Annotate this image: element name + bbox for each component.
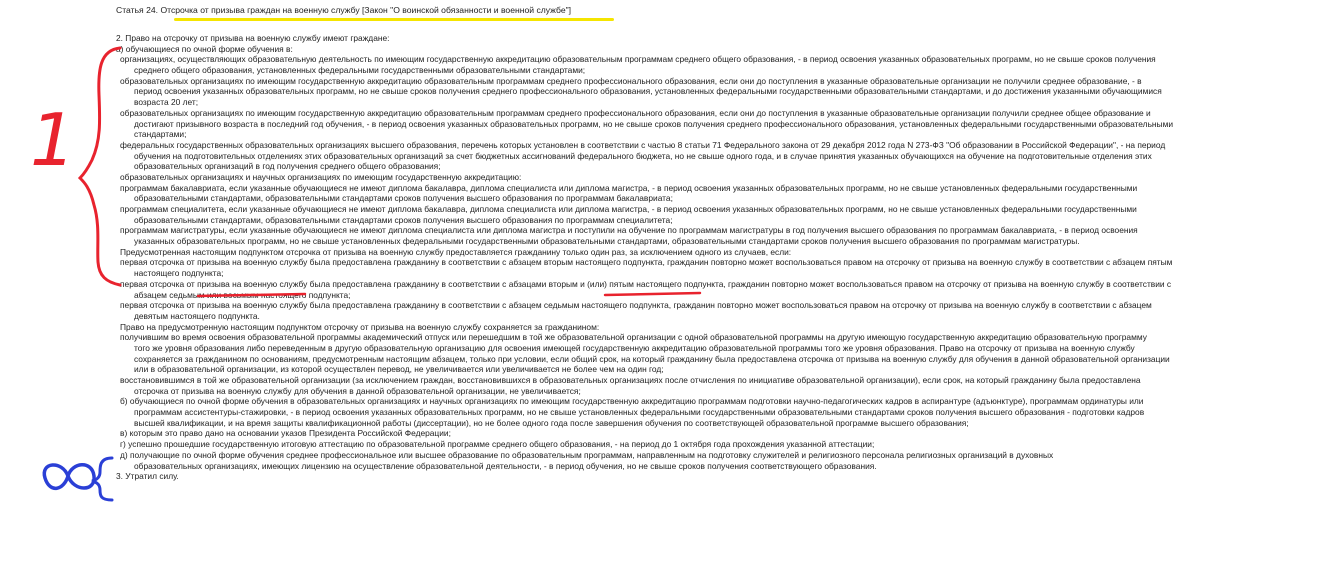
paragraph-line: образовательных организациях, имеющих лицензию на осуществление образовательной деятельности, - в период обучения, но не свыше сроков получения соответствующего образования. xyxy=(134,460,877,471)
paragraph-line: сохраняется за гражданином по основаниям, предусмотренным настоящим абзацем, только при условии, если общий срок, на который гражданину была предоставлена отсрочка от призыва на военную службу для обучения в данной образовательной организации xyxy=(134,353,1170,364)
paragraph-line: первая отсрочка от призыва на военную службу была предоставлена гражданину в соответствии с абзацами вторым и (или) пятым настоящего подпункта, гражданин повторно может воспользоваться правом на отсрочку от призыва на военную службу в соответствии с xyxy=(120,278,1172,289)
paragraph-line: стандартами; xyxy=(134,129,187,140)
paragraph-line: организациях, осуществляющих образовательную деятельность по имеющим государственную аккредитацию образовательным программам среднего общего образования, - в период освоения указанных образовательных программ, но не свыше сроков получения xyxy=(120,54,1156,65)
paragraph-line: указанных образовательных программ, но не свыше установленных федеральными государственными образовательными стандартами, образовательными стандартами сроков получения высшего образования по программам магистратуры. xyxy=(134,236,1080,247)
paragraph-line: а) обучающиеся по очной форме обучения в: xyxy=(116,43,293,54)
paragraph-line: достигают призывного возраста в последний год обучения, - в период освоения указанных образовательных программ, но не свыше сроков получения среднего профессионального образования, установленных федеральными государственными образовательными xyxy=(134,118,1174,129)
paragraph-line: г) успешно прошедшие государственную итоговую аттестацию по образовательной программе среднего общего образования, - на период до 1 октября года прохождения указанной аттестации; xyxy=(120,439,875,450)
paragraph-line: или в образовательной организации, из которой осуществлен перевод, не увеличивается или увеличивается не более чем на один год; xyxy=(134,364,664,375)
paragraph-line: первая отсрочка от призыва на военную службу была предоставлена гражданину в соответствии с абзацем седьмым настоящего подпункта, гражданин повторно может воспользоваться правом на отсрочку от призыва на военную службу в соответствии с абзацем xyxy=(120,300,1152,311)
paragraph-line: возраста 20 лет; xyxy=(134,97,199,108)
paragraph-line: д) получающие по очной форме обучения среднее профессиональное или высшее образование по образовательным программам, направленным на подготовку служителей и религиозного персонала религиозных организаций в духовных xyxy=(120,449,1054,460)
paragraph-line: программам ассистентуры-стажировки, - в период освоения указанных образовательных программ, но не свыше установленных федеральными государственными образовательными стандартами сроков получения высшего образования - подготовки кадров xyxy=(134,407,1145,418)
paragraph-line: первая отсрочка от призыва на военную службу была предоставлена гражданину в соответствии с абзацем вторым настоящего подпункта, гражданин повторно может воспользоваться правом на отсрочку от призыва на военную службу в соответствии с абзацем пятым xyxy=(120,257,1173,268)
paragraph-line: образовательными стандартами, образовательными стандартами сроков получения высшего образования по программам специалитета; xyxy=(134,214,673,225)
paragraph-line: высшей квалификации, и на время защиты квалификационной работы (диссертации), но не более одного года после завершения обучения по соответствующей образовательной программе высшего образования; xyxy=(134,417,969,428)
paragraph-line: восстановившимся в той же образовательной организации (за исключением граждан, восстановившихся в образовательных организациях после отчисления по инициативе образовательной организации), если срок, на который гражданину была предоставлена xyxy=(120,375,1141,385)
paragraph-line: программам магистратуры, если указанные обучающиеся не имеют диплома специалиста или диплома магистра и поступили на обучение по программам магистратуры в год получения высшего образования по программам бакалавриата, - в период освоения xyxy=(120,225,1138,236)
paragraph-line: программам специалитета, если указанные обучающиеся не имеют диплома бакалавра, диплома специалиста или диплома магистра, - в период освоения указанных образовательных программ, но не свыше установленных федеральными государственными xyxy=(120,204,1137,214)
paragraph-line: того же уровня образования либо переведенным в другую образовательную организацию для освоения имеющей государственную аккредитацию образовательной программы того же уровня образования. Право на отсрочку от призыва на военную службу xyxy=(134,342,1135,353)
red-underline-right xyxy=(605,293,700,295)
paragraph-line: среднего общего образования, установленных федеральными государственными образовательными стандартами; xyxy=(134,65,586,76)
paragraph-line: абзацем седьмым или восьмым настоящего подпункта; xyxy=(134,289,351,300)
paragraph-line: программам бакалавриата, если указанные обучающиеся не имеют диплома бакалавра, диплома специалиста или диплома магистра, - в период освоения указанных образовательных программ, но не свыше установленных федеральными государственными xyxy=(120,182,1138,193)
blue-infinity-icon xyxy=(44,465,94,489)
paragraph-line: Право на предусмотренную настоящим подпунктом отсрочку от призыва на военную службу сохраняется за гражданином: xyxy=(120,321,600,332)
paragraph-line: образовательными стандартами, образовательными стандартами сроков получения высшего образования по программам бакалавриата; xyxy=(134,193,673,204)
paragraph-line: отсрочка от призыва на военную службу для обучения в данной образовательной организации, не увеличивается; xyxy=(134,385,581,396)
paragraph-line: образовательных организаций в год получения среднего общего образования; xyxy=(134,161,441,172)
paragraph-line: 3. Утратил силу. xyxy=(116,471,179,482)
paragraph-line: период освоения указанных образовательных программ, но не свыше сроков получения среднего профессионального образования, установленных федеральными государственными образовательными стандартами, и до достижения указанными обучающимися xyxy=(134,86,1162,97)
red-underline-left xyxy=(198,294,305,296)
paragraph-line: образовательных организациях по имеющим государственную аккредитацию образовательным программам среднего профессионального образования, если они до поступления в указанные образовательные организации не получили среднее образование, - в xyxy=(120,75,1142,86)
paragraph-line: девятым настоящего подпункта. xyxy=(134,310,260,321)
blue-curly-brace xyxy=(92,458,112,500)
red-curly-brace xyxy=(80,48,120,285)
article-title-prefix: Статья 24. xyxy=(116,5,161,15)
paragraph-line: образовательных организациях по имеющим государственную аккредитацию образовательным программам среднего профессионального образования, если они до поступления в указанные образовательные организации получили среднее общее образование и xyxy=(120,107,1151,118)
article-title-link[interactable]: Отсрочка от призыва граждан на военную службу [Закон "О воинской обязанности и военной службе"] xyxy=(160,5,572,15)
paragraph-line: настоящего подпункта; xyxy=(134,268,224,279)
paragraph-line: б) обучающиеся по очной форме обучения в образовательных организациях и научных организациях по имеющим государственную аккредитацию программам подготовки научно-педагогических кадров в аспирантуре (адъюнктуре), программам ординатуры или xyxy=(120,396,1144,407)
red-number-one: 1 xyxy=(30,98,76,182)
paragraph-line: образовательных организациях и научных организациях по имеющим государственную аккредитацию: xyxy=(120,171,522,182)
paragraph-line: обучения на подготовительных отделениях этих образовательных организаций за счет бюджетных ассигнований федерального бюджета, но не свыше одного года, и в случае принятия указанных обучающихся на обучение на подготовительные отделения этих xyxy=(134,150,1152,161)
paragraph-line: Предусмотренная настоящим подпунктом отсрочка от призыва на военную службу предоставляется гражданину только один раз, за исключением одного из случаев, если: xyxy=(120,246,792,257)
paragraph-line: получившим во время освоения образовательной программы академический отпуск или перешедшим в той же образовательной организации с одной образовательной программы на другую имеющую государственную аккредитацию образовательную программу xyxy=(120,332,1147,343)
paragraph-line: федеральных государственных образовательных организациях высшего образования, перечень которых установлен в соответствии с частью 8 статьи 71 Федерального закона от 29 декабря 2012 года N 273-ФЗ "Об образовании в Российской Федерации", - на период xyxy=(120,139,1166,150)
paragraph-line: 2. Право на отсрочку от призыва на военную службу имеют граждане: xyxy=(116,33,390,43)
paragraph-line: в) которым это право дано на основании указов Президента Российской Федерации; xyxy=(120,428,451,439)
